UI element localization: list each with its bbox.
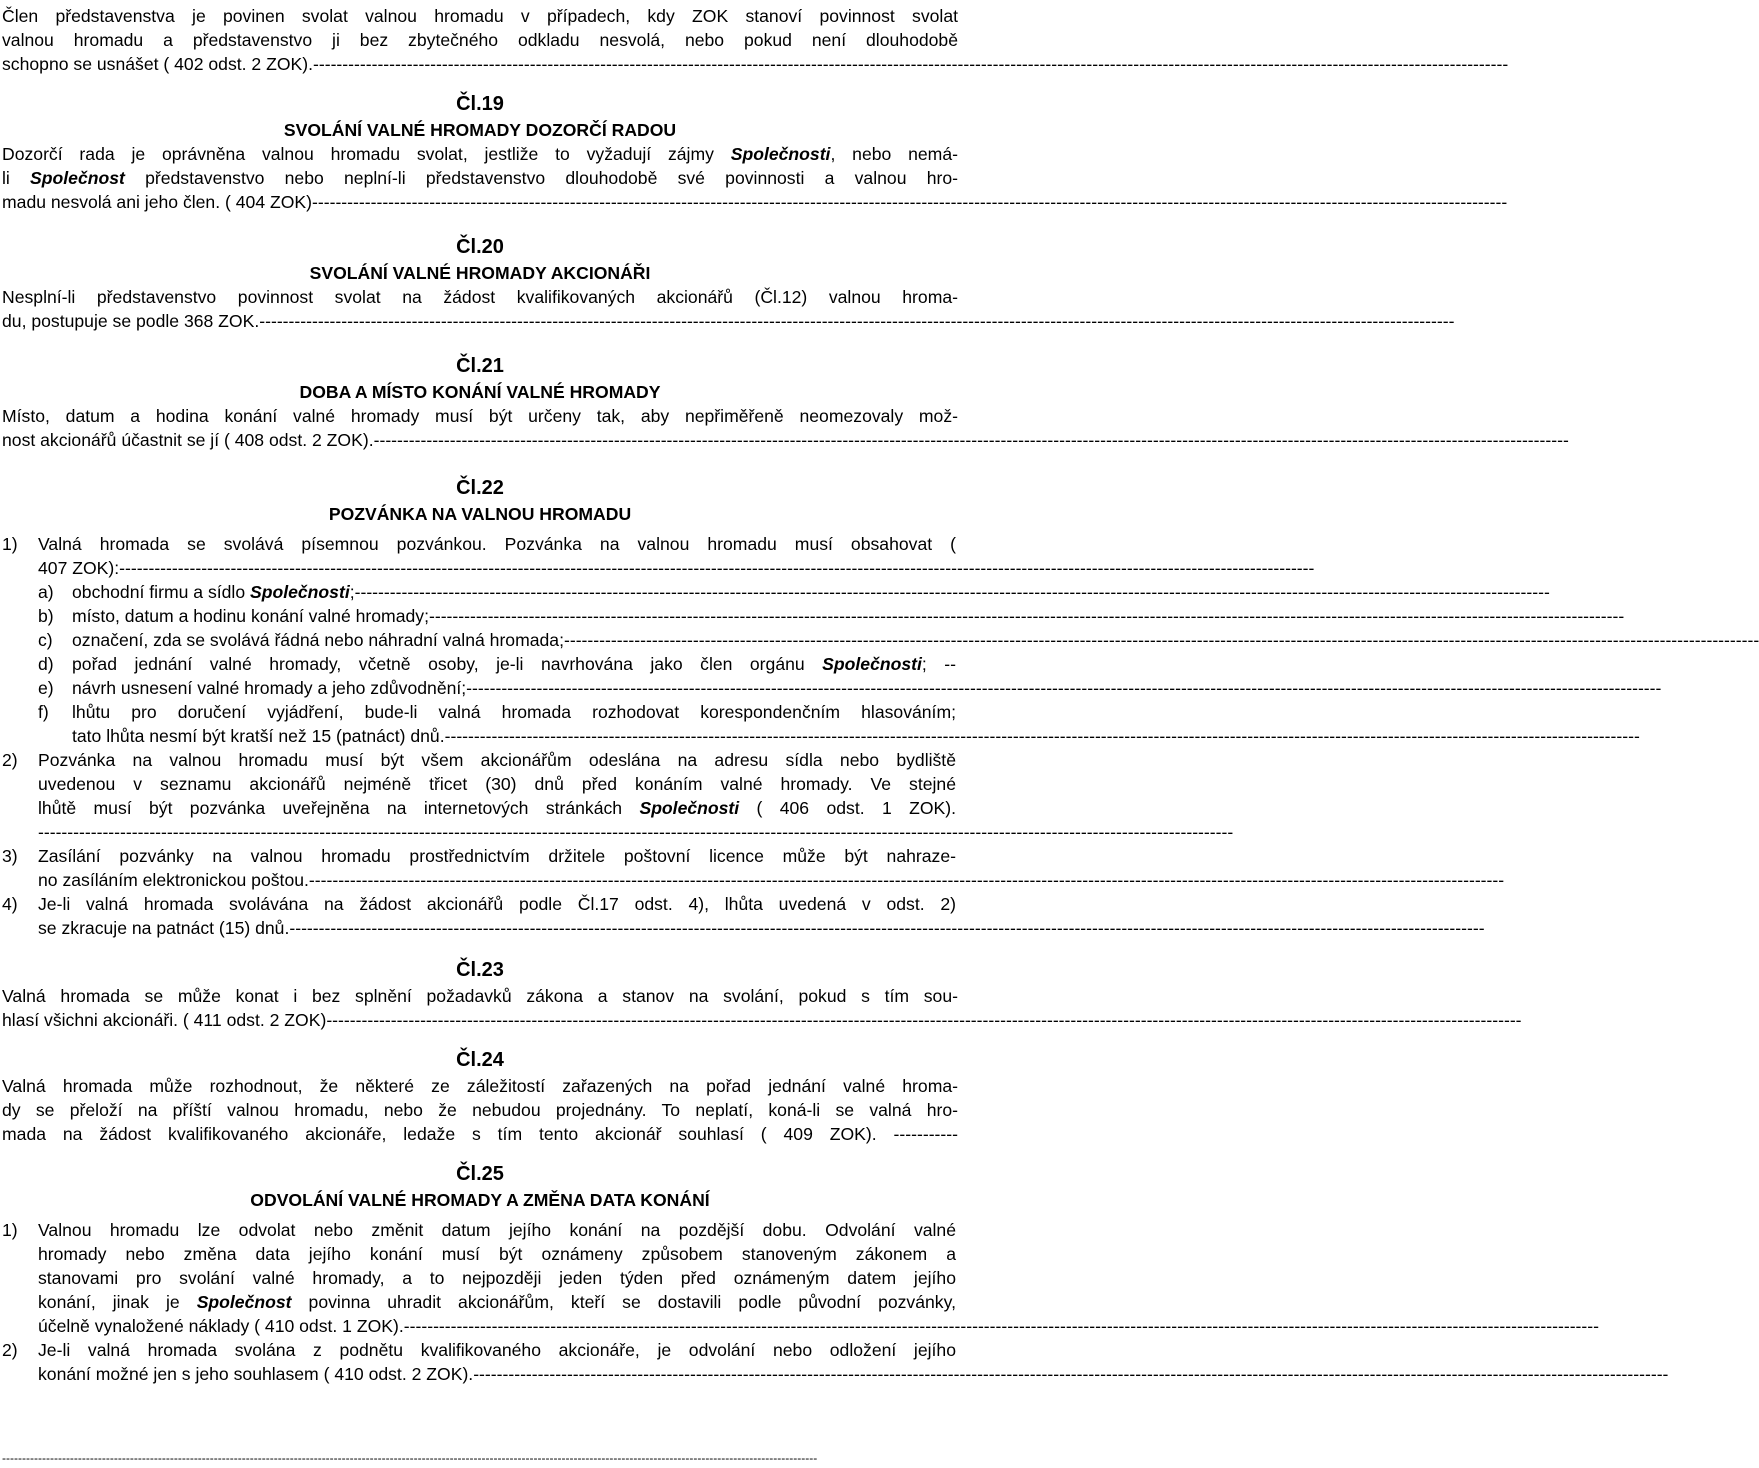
list-item-1: [2, 532, 1315, 580]
list-number: 3): [2, 846, 18, 866]
sub-item-a: [2, 580, 1550, 604]
article-heading: Čl.22: [456, 477, 504, 499]
text-segment: li: [2, 168, 31, 188]
sub-item-label: b): [38, 606, 54, 626]
article-heading: Čl.23: [456, 959, 504, 981]
text-segment: ;: [349, 582, 355, 602]
sub-item-a-text: [72, 580, 1550, 604]
sub-item-e-text: [72, 676, 1662, 700]
list-item-2: [2, 1338, 1669, 1386]
sub-item-e: [2, 676, 1662, 700]
article-23-line-1: Valná hromada se může konat i bez splnění požadavků zákona a stanov na svolání, pokud s tím sou-: [2, 986, 958, 1006]
item-1-line-1: Valnou hromadu lze odvolat nebo změnit datum jejího konání na pozdější dobu. Odvolání valné: [38, 1220, 956, 1240]
text-segment: ; --: [921, 654, 956, 674]
text-segment: hlasí všichni akcionáři. ( 411 odst. 2 ZOK): [2, 1010, 327, 1030]
intro-line-2: valnou hromadu a představenstvo ji bez zbytečného odkladu nesvolá, nebo pokud není dlouhodobě: [2, 30, 958, 50]
sub-item-label: f): [38, 702, 49, 722]
intro-line-3-text: schopno se usnášet ( 402 odst. 2 ZOK).: [2, 54, 313, 74]
item-2-line-1: Pozvánka na valnou hromadu musí být všem akcionářům odeslána na adresu sídla nebo bydliště: [38, 750, 956, 770]
item-2-line-3: [38, 796, 956, 820]
list-item-2: [2, 748, 1234, 844]
dash-filler: ------------------------------------------------------------------------------------------------------------------------------------------------------------------------------------------------------------: [119, 558, 1315, 578]
article-20-line-2: [2, 309, 1455, 333]
article-heading: Čl.25: [456, 1163, 504, 1185]
sub-item-d-text: [72, 652, 956, 676]
list-number: 4): [2, 894, 18, 914]
text-segment: ( 406 odst. 1 ZOK).: [739, 798, 956, 818]
dash-filler: ------------------------------------------------------------------------------------------------------------------------------------------------------------------------------------------------------------: [403, 1316, 1599, 1336]
dash-filler: ------------------------------------------------------------------------------------------------------------------------------------------------------------------------------------------------------------: [373, 430, 1569, 450]
dash-filler: ------------------------------------------------------------------------------------------------------------------------------------------------------------------------------------------------------------: [259, 311, 1455, 331]
text-segment: konání možné jen s jeho souhlasem ( 410 odst. 2 ZOK).: [38, 1364, 474, 1384]
text-segment: tato lhůta nesmí být kratší než 15 (patnáct) dnů.: [72, 726, 445, 746]
item-3-line-1: Zasílání pozvánky na valnou hromadu prostřednictvím držitele poštovní licence může být nahraze-: [38, 846, 956, 866]
text-segment: se zkracuje na patnáct (15) dnů.: [38, 918, 290, 938]
text-segment: 407 ZOK):: [38, 558, 120, 578]
sub-item-label: a): [38, 582, 54, 602]
text-segment: no zasíláním elektronickou poštou.: [38, 870, 309, 890]
list-item-4: [2, 892, 1485, 940]
text-segment: účelně vynaložené náklady ( 410 odst. 1 ZOK).: [38, 1316, 404, 1336]
item-1-line-3: stanovami pro svolání valné hromady, a to nejpozději jeden týden před oznámeným datem jejího: [38, 1268, 956, 1288]
article-21: [2, 352, 1569, 452]
article-heading: Čl.19: [456, 93, 504, 115]
article-title: SVOLÁNÍ VALNÉ HROMADY AKCIONÁŘI: [309, 263, 651, 283]
sub-item-c-text: [72, 628, 1759, 652]
article-19: [2, 90, 1508, 214]
sub-item-c: [2, 628, 1759, 652]
dash-filler: ------------------------------------------------------------------------------------------------------------------------------------------------------------------------------------------------------------: [312, 192, 1508, 212]
article-22: [2, 474, 1759, 938]
article-title: SVOLÁNÍ VALNÉ HROMADY DOZORČÍ RADOU: [283, 120, 677, 140]
article-20-line-1: Nesplní-li představenstvo povinnost svolat na žádost kvalifikovaných akcionářů (Čl.12) valnou hroma-: [2, 287, 958, 307]
text-segment: konání, jinak je: [38, 1292, 197, 1312]
sub-item-label: c): [38, 630, 53, 650]
intro-line-1: Člen představenstva je povinen svolat valnou hromadu v případech, kdy ZOK stanoví povinnost svolat: [2, 6, 958, 26]
article-20: [2, 233, 1455, 333]
article-title: ODVOLÁNÍ VALNÉ HROMADY A ZMĚNA DATA KONÁNÍ: [250, 1190, 710, 1210]
text-segment: madu nesvolá ani jeho člen. ( 404 ZOK): [2, 192, 313, 212]
dash-filler: ------------------------------------------------------------------------------------------------------------------------------------------------------------------------------------------------------------: [428, 606, 1625, 626]
sub-item-label: e): [38, 678, 54, 698]
list-number: 2): [2, 1340, 18, 1360]
item-1-line-2: hromady nebo změna data jejího konání musí být oznámeny způsobem stanoveným zákonem a: [38, 1244, 956, 1264]
dash-filler: ------------------------------------------------------------------------------------------------------------------------------------------------------------------------------------------------------------: [2, 1451, 818, 1465]
dash-filler: ------------------------------------------------------------------------------------------------------------------------------------------------------------------------------------------------------------: [308, 870, 1505, 890]
article-19-line-1: [2, 142, 958, 166]
dash-filler: ------------------------------------------------------------------------------------------------------------------------------------------------------------------------------------------------------------: [289, 918, 1485, 938]
article-heading: Čl.21: [456, 355, 504, 377]
text-segment: pořad jednání valné hromady, včetně osoby, je-li navrhována jako člen orgánu: [72, 654, 823, 674]
dash-filler: ------------------------------------------------------------------------------------------------------------------------------------------------------------------------------------------------------------: [466, 678, 1662, 698]
company-name: Společnosti: [730, 144, 831, 164]
article-25: [2, 1160, 1669, 1384]
item-2-line-2: [38, 1362, 1669, 1386]
text-segment: , nebo nemá-: [830, 144, 958, 164]
dash-filler: ------------------------------------------------------------------------------------------------------------------------------------------------------------------------------------------------------------: [313, 54, 1509, 74]
sub-item-f-line-1: lhůtu pro doručení vyjádření, bude-li valná hromada rozhodovat korespondenčním hlasováním;: [72, 702, 956, 722]
article-23: [2, 956, 1522, 1032]
item-2-line-2: uvedenou v seznamu akcionářů nejméně třicet (30) dnů před konáním valné hromady. Ve stejné: [38, 774, 956, 794]
item-4-line-2: [38, 916, 1485, 940]
item-1-line-1: Valná hromada se svolává písemnou pozvánkou. Pozvánka na valnou hromadu musí obsahovat (: [38, 534, 956, 554]
sub-item-f: [2, 700, 1640, 748]
article-24-line-3: mada na žádost kvalifikovaného akcionáře, ledaže s tím tento akcionář souhlasí ( 409 ZOK). -----------: [2, 1124, 958, 1144]
article-title: DOBA A MÍSTO KONÁNÍ VALNÉ HROMADY: [299, 382, 661, 402]
item-2-line-1: Je-li valná hromada svolána z podnětu kvalifikovaného akcionáře, je odvolání nebo odložení jejího: [38, 1340, 956, 1360]
text-segment: představenstvo nebo neplní-li představenstvo dlouhodobě své povinnosti a valnou hro-: [124, 168, 958, 188]
text-segment: lhůtě musí být pozvánka uveřejněna na internetových stránkách: [38, 798, 640, 818]
text-segment: návrh usnesení valné hromady a jeho zdůvodnění;: [72, 678, 467, 698]
sub-item-b: [2, 604, 1625, 628]
sub-item-label: d): [38, 654, 54, 674]
article-23-line-2: [2, 1008, 1522, 1032]
article-21-line-2: [2, 428, 1569, 452]
item-4-line-1: Je-li valná hromada svolávána na žádost akcionářů podle Čl.17 odst. 4), lhůta uvedená v odst. 2): [38, 894, 956, 914]
dash-filler: ------------------------------------------------------------------------------------------------------------------------------------------------------------------------------------------------------------: [444, 726, 1640, 746]
company-name: Společnost: [196, 1292, 292, 1312]
company-name: Společnosti: [822, 654, 922, 674]
intro-paragraph: [2, 4, 1509, 76]
article-heading: Čl.20: [456, 236, 504, 258]
item-1-line-2: [38, 556, 1315, 580]
sub-item-f-line-2: [72, 724, 1640, 748]
dash-filler: ------------------------------------------------------------------------------------------------------------------------------------------------------------------------------------------------------------: [473, 1364, 1669, 1384]
company-name: Společnosti: [639, 798, 740, 818]
article-24-line-1: Valná hromada může rozhodnout, že některé ze záležitostí zařazených na pořad jednání valné hroma-: [2, 1076, 958, 1096]
dash-filler: ------------------------------------------------------------------------------------------------------------------------------------------------------------------------------------------------------------: [38, 822, 1234, 842]
text-segment: označení, zda se svolává řádná nebo náhradní valná hromada;: [72, 630, 564, 650]
article-24-line-2: dy se přeloží na příští valnou hromadu, nebo že nebudou projednány. To neplatí, koná-li se valná hro-: [2, 1100, 958, 1120]
dash-filler: ------------------------------------------------------------------------------------------------------------------------------------------------------------------------------------------------------------: [563, 630, 1759, 650]
text-segment: místo, datum a hodinu konání valné hromady;: [72, 606, 429, 626]
article-19-line-3: [2, 190, 1508, 214]
list-number: 1): [2, 534, 18, 554]
list-number: 1): [2, 1220, 18, 1240]
sub-item-b-text: [72, 604, 1625, 628]
list-item-1: [2, 1218, 1599, 1338]
text-segment: povinna uhradit akcionářům, kteří se dostavili podle původní pozvánky,: [291, 1292, 956, 1312]
item-1-line-5: [38, 1314, 1599, 1338]
intro-line-3: [2, 52, 1509, 76]
company-name: Společnosti: [250, 582, 350, 602]
article-21-line-1: Místo, datum a hodina konání valné hromady musí být určeny tak, aby nepřiměřeně neomezovaly mož-: [2, 406, 958, 426]
dash-filler: ------------------------------------------------------------------------------------------------------------------------------------------------------------------------------------------------------------: [326, 1010, 1522, 1030]
sub-item-d: [2, 652, 958, 676]
dash-filler: ------------------------------------------------------------------------------------------------------------------------------------------------------------------------------------------------------------: [354, 582, 1550, 602]
article-19-line-2: [2, 166, 958, 190]
company-name: Společnost: [30, 168, 125, 188]
article-24: [2, 1046, 958, 1146]
text-segment: [72, 580, 355, 604]
text-segment: Dozorčí rada je oprávněna valnou hromadu svolat, jestliže to vyžadují zájmy: [2, 144, 731, 164]
article-title: POZVÁNKA NA VALNOU HROMADU: [328, 504, 632, 524]
item-3-line-2: [38, 868, 1505, 892]
text-segment: obchodní firmu a sídlo: [72, 582, 250, 602]
article-heading: Čl.24: [456, 1049, 504, 1071]
text-segment: nost akcionářů účastnit se jí ( 408 odst. 2 ZOK).: [2, 430, 374, 450]
text-segment: du, postupuje se podle 368 ZOK.: [2, 311, 260, 331]
list-number: 2): [2, 750, 18, 770]
list-item-3: [2, 844, 1505, 892]
item-1-line-4: [38, 1290, 956, 1314]
